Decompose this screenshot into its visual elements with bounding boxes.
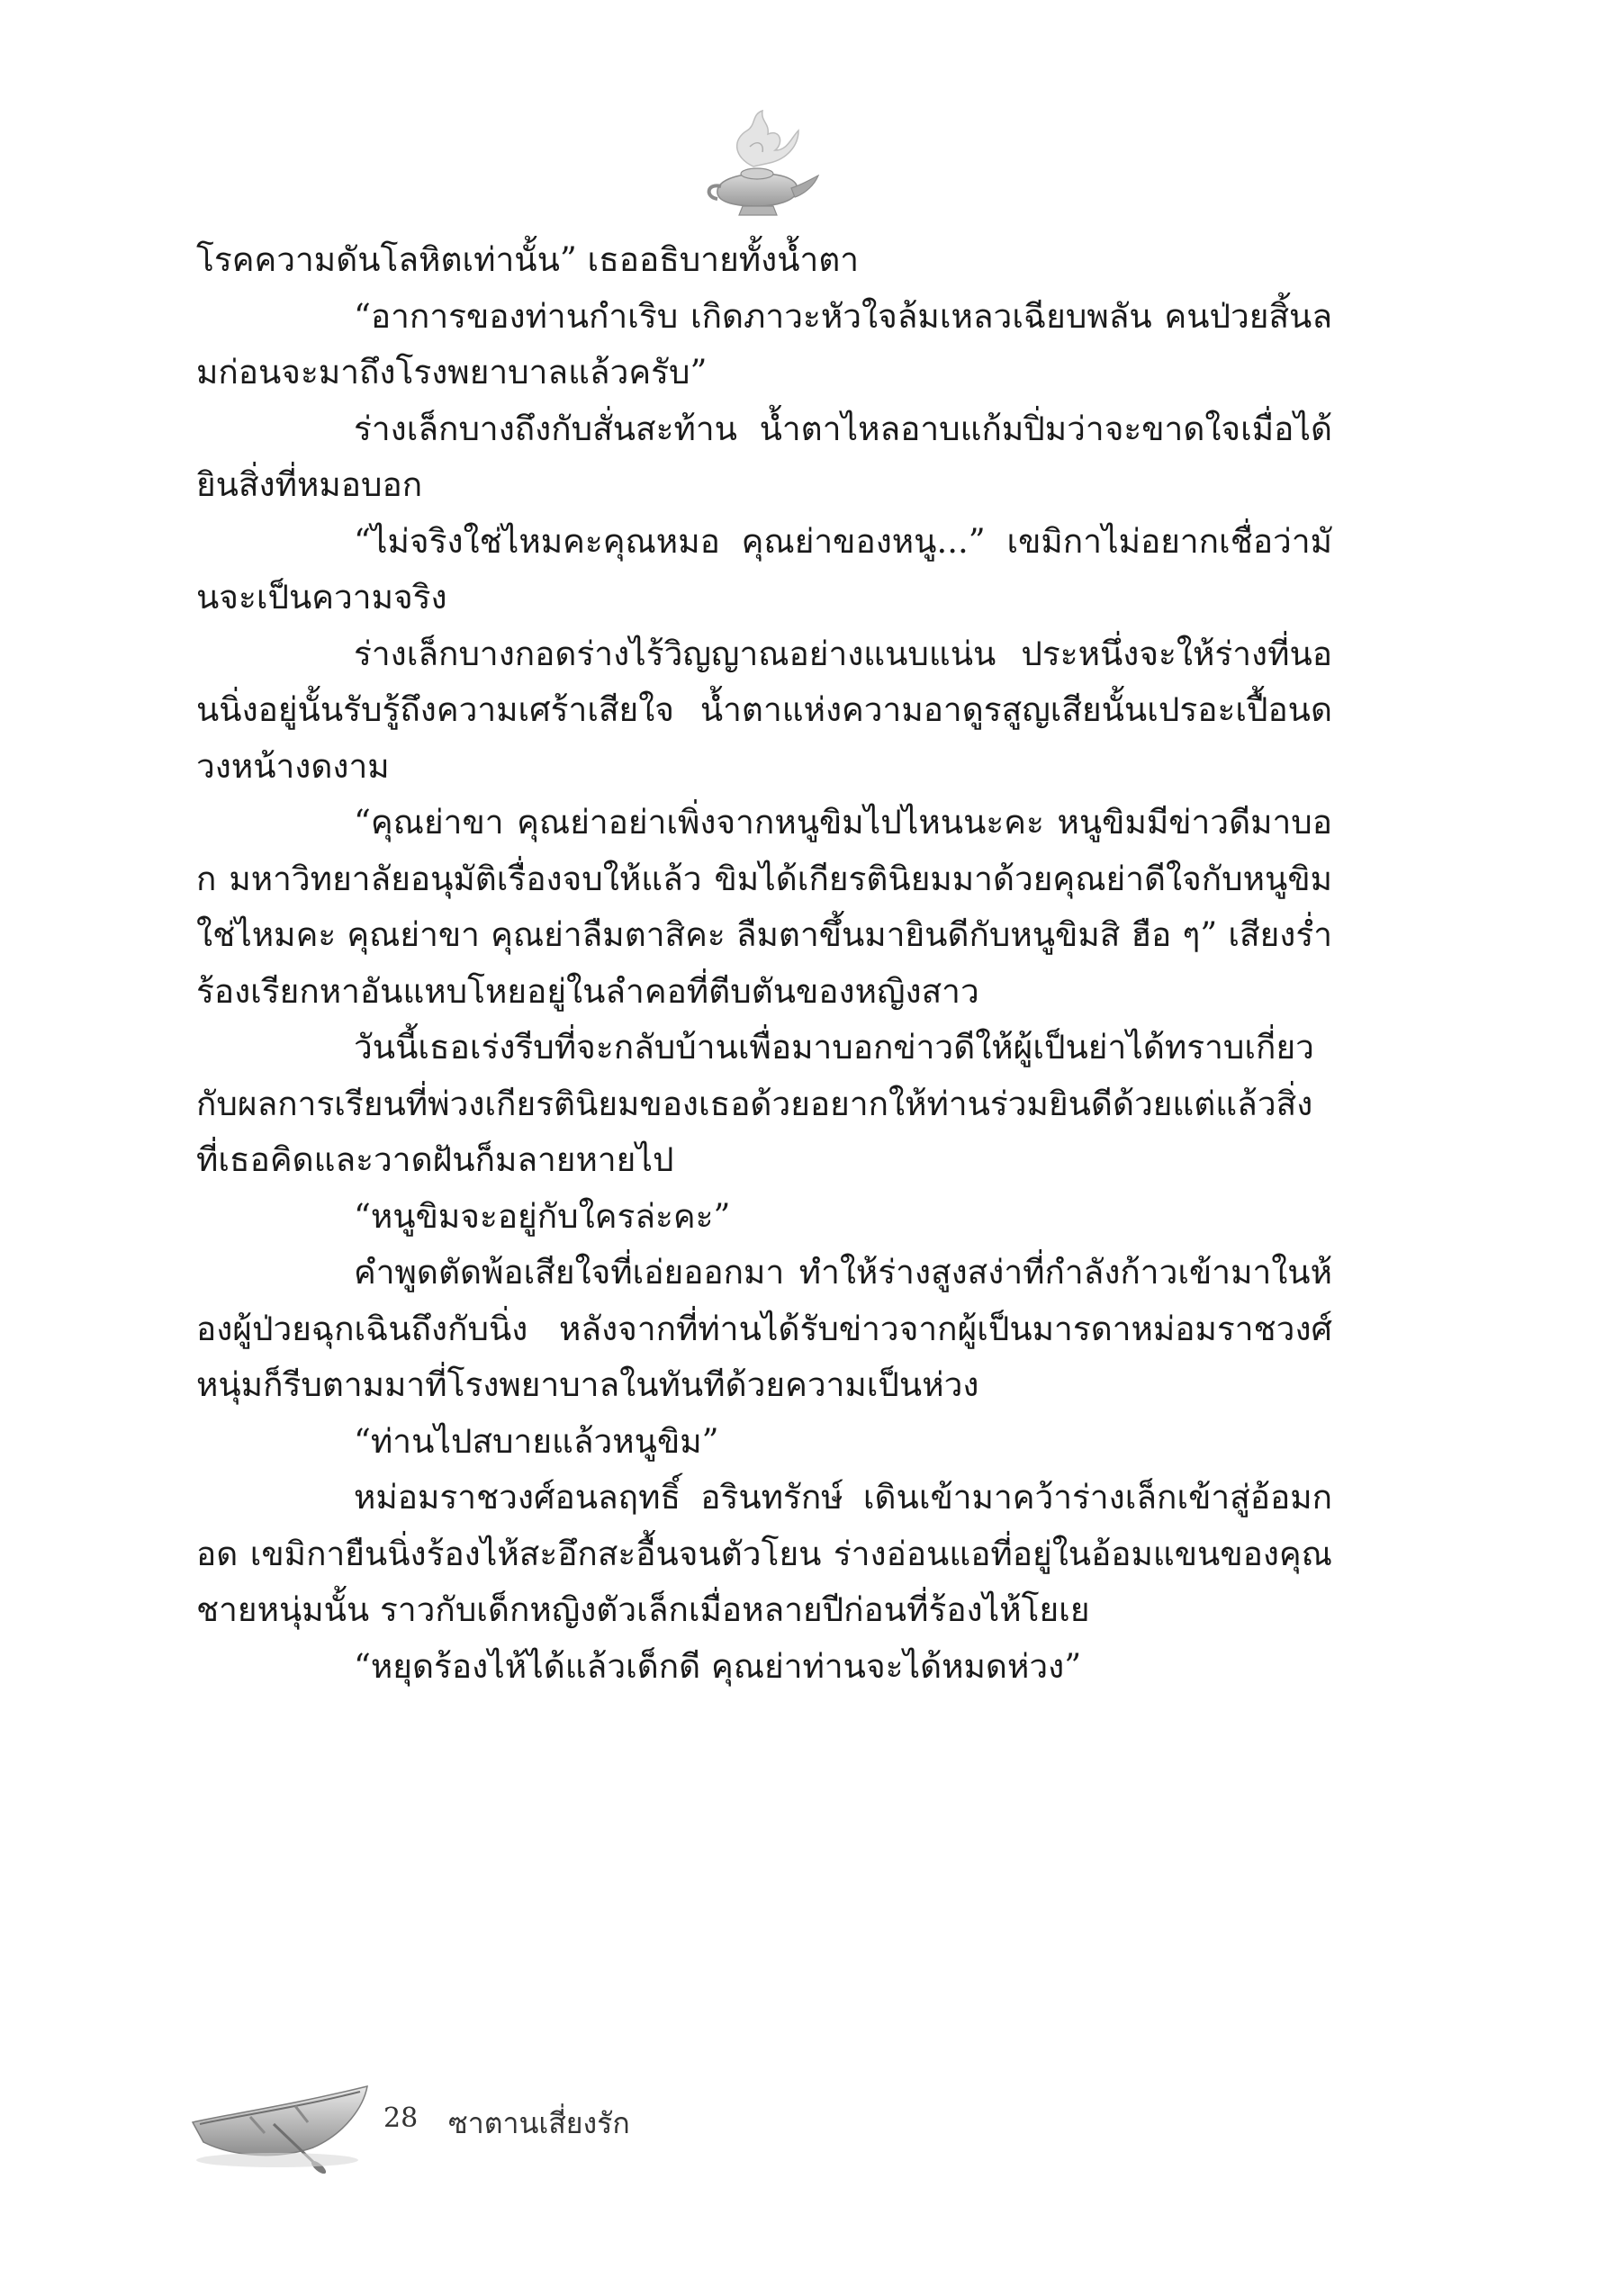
genie-lamp-icon: [698, 104, 824, 230]
paragraph: โรคความดันโลหิตเท่านั้น” เธออธิบายทั้งน้ำตา: [196, 240, 860, 279]
paragraph: “อาการของท่านกำเริบ เกิดภาวะหัวใจล้มเหลวเฉียบพลัน คนป่วยสิ้นลมก่อนจะมาถึงโรงพยาบาลแล้วครับ”: [196, 296, 1332, 392]
paragraph: “หนูขิมจะอยู่กับใครล่ะคะ”: [354, 1196, 731, 1236]
paragraph: หม่อมราชวงศ์อนลฤทธิ์ อรินทรักษ์ เดินเข้ามาคว้าร่างเล็กเข้าสู่อ้อมกอด เขมิกายืนนิ่งร้องไห้สะอึกสะอื้นจนตัวโยน ร่างอ่อนแอที่อยู่ในอ้อมแขนของคุณชายหนุ่มนั้น ราวกับเด็กหญิงตัวเล็กเมื่อหลายปีก่อนที่ร้องไห้โยเย: [196, 1478, 1332, 1629]
page-footer: [187, 2070, 817, 2178]
body-text: [196, 232, 1332, 1695]
paragraph: “คุณย่าขา คุณย่าอย่าเพิ่งจากหนูขิมไปไหนนะคะ หนูขิมมีข่าวดีมาบอก มหาวิทยาลัยอนุมัติเรื่องจบให้แล้ว ขิมได้เกียรตินิยมมาด้วยคุณย่าดีใจกับหนูขิมใช่ไหมคะ คุณย่าขา คุณย่าลืมตาสิคะ ลืมตาขึ้นมายินดีกับหนูขิมสิ ฮือ ๆ” เสียงร่ำร้องเรียกหาอันแหบโหยอยู่ในลำคอที่ตีบตันของหญิงสาว: [196, 803, 1332, 1011]
paragraph: คำพูดตัดพ้อเสียใจที่เอ่ยออกมา ทำให้ร่างสูงสง่าที่กำลังก้าวเข้ามาในห้องผู้ป่วยฉุกเฉินถึงกับนิ่ง หลังจากที่ท่านได้รับข่าวจากผู้เป็นมารดาหม่อมราชวงศ์หนุ่มก็รีบตามมาที่โรงพยาบาลในทันทีด้วยความเป็นห่วง: [196, 1253, 1332, 1404]
page-number: 28: [383, 2102, 419, 2134]
paragraph: วันนี้เธอเร่งรีบที่จะกลับบ้านเพื่อมาบอกข่าวดีให้ผู้เป็นย่าได้ทราบเกี่ยวกับผลการเรียนที่พ่วงเกียรตินิยมของเธอด้วยอยากให้ท่านร่วมยินดีด้วยแต่แล้วสิ่งที่เธอคิดและวาดฝันก็มลายหายไป: [196, 1028, 1314, 1179]
paragraph: “หยุดร้องไห้ได้แล้วเด็กดี คุณย่าท่านจะได้หมดห่วง”: [354, 1646, 1082, 1686]
paragraph: “ท่านไปสบายแล้วหนูขิม”: [354, 1421, 719, 1461]
rowboat-icon: [187, 2070, 376, 2174]
paragraph: ร่างเล็กบางกอดร่างไร้วิญญาณอย่างแนบแน่น ประหนึ่งจะให้ร่างที่นอนนิ่งอยู่นั้นรับรู้ถึงความเศร้าเสียใจ น้ำตาแห่งความอาดูรสูญเสียนั้นเปรอะเปื้อนดวงหน้างดงาม: [196, 634, 1332, 786]
paragraph: ร่างเล็กบางถึงกับสั่นสะท้าน น้ำตาไหลอาบแก้มปิ่มว่าจะขาดใจเมื่อได้ยินสิ่งที่หมอบอก: [196, 409, 1332, 504]
paragraph: “ไม่จริงใช่ไหมคะคุณหมอ คุณย่าของหนู...” เขมิกาไม่อยากเชื่อว่ามันจะเป็นความจริง: [196, 521, 1332, 617]
book-title: ซาตานเสี่ยงรัก: [448, 2106, 630, 2140]
